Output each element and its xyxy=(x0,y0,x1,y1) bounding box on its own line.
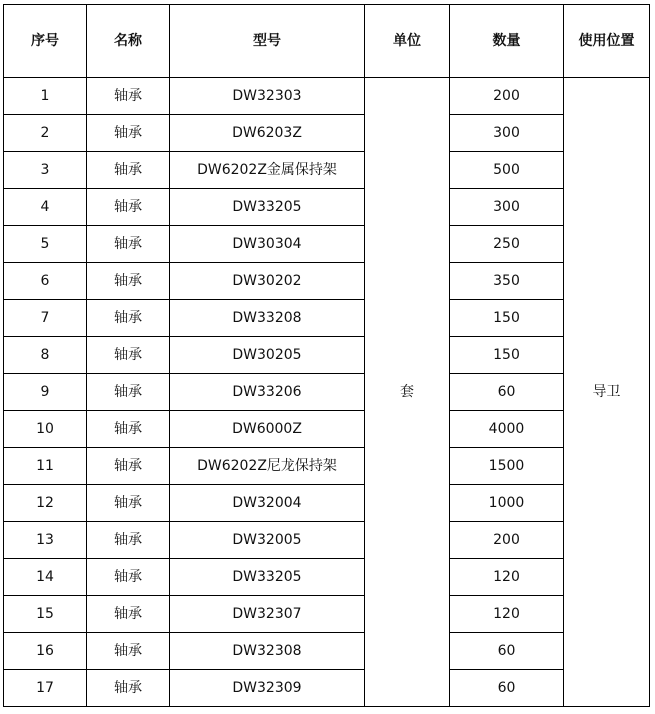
table-row xyxy=(4,411,650,448)
cell-qty: 150 xyxy=(450,337,564,374)
cell-qty: 120 xyxy=(450,559,564,596)
table-row xyxy=(4,633,650,670)
cell-no: 13 xyxy=(4,522,87,559)
cell-qty: 250 xyxy=(450,226,564,263)
cell-qty: 200 xyxy=(450,78,564,115)
cell-model: DW6202Z尼龙保持架 xyxy=(170,448,365,485)
cell-no: 12 xyxy=(4,485,87,522)
table-row xyxy=(4,596,650,633)
cell-no: 6 xyxy=(4,263,87,300)
cell-name: 轴承 xyxy=(87,596,170,633)
cell-model: DW30304 xyxy=(170,226,365,263)
cell-qty: 60 xyxy=(450,374,564,411)
table-row xyxy=(4,670,650,707)
header-model: 型号 xyxy=(170,5,365,78)
cell-no: 1 xyxy=(4,78,87,115)
header-unit: 单位 xyxy=(365,5,450,78)
cell-no: 5 xyxy=(4,226,87,263)
cell-model: DW32309 xyxy=(170,670,365,707)
cell-model: DW33208 xyxy=(170,300,365,337)
cell-no: 9 xyxy=(4,374,87,411)
cell-model: DW30202 xyxy=(170,263,365,300)
table-row xyxy=(4,263,650,300)
cell-qty: 4000 xyxy=(450,411,564,448)
cell-no: 2 xyxy=(4,115,87,152)
cell-model: DW33206 xyxy=(170,374,365,411)
cell-model: DW32004 xyxy=(170,485,365,522)
table-row xyxy=(4,337,650,374)
cell-no: 4 xyxy=(4,189,87,226)
cell-name: 轴承 xyxy=(87,226,170,263)
cell-no: 10 xyxy=(4,411,87,448)
cell-name: 轴承 xyxy=(87,152,170,189)
cell-name: 轴承 xyxy=(87,448,170,485)
cell-model: DW33205 xyxy=(170,559,365,596)
table-row xyxy=(4,448,650,485)
cell-location: 导卫 xyxy=(564,78,650,707)
cell-qty: 1500 xyxy=(450,448,564,485)
cell-name: 轴承 xyxy=(87,633,170,670)
cell-model: DW6000Z xyxy=(170,411,365,448)
cell-name: 轴承 xyxy=(87,78,170,115)
cell-qty: 60 xyxy=(450,633,564,670)
table-row xyxy=(4,152,650,189)
cell-name: 轴承 xyxy=(87,300,170,337)
cell-no: 15 xyxy=(4,596,87,633)
cell-unit: 套 xyxy=(365,78,450,707)
cell-qty: 120 xyxy=(450,596,564,633)
table-row xyxy=(4,374,650,411)
table-row xyxy=(4,226,650,263)
bearing-table xyxy=(3,4,650,707)
cell-model: DW6203Z xyxy=(170,115,365,152)
cell-no: 16 xyxy=(4,633,87,670)
cell-model: DW32307 xyxy=(170,596,365,633)
cell-model: DW30205 xyxy=(170,337,365,374)
cell-no: 3 xyxy=(4,152,87,189)
table-row xyxy=(4,78,650,115)
cell-name: 轴承 xyxy=(87,115,170,152)
table-row xyxy=(4,522,650,559)
cell-name: 轴承 xyxy=(87,559,170,596)
cell-name: 轴承 xyxy=(87,485,170,522)
cell-qty: 500 xyxy=(450,152,564,189)
cell-no: 14 xyxy=(4,559,87,596)
cell-name: 轴承 xyxy=(87,411,170,448)
cell-name: 轴承 xyxy=(87,189,170,226)
cell-qty: 200 xyxy=(450,522,564,559)
cell-no: 11 xyxy=(4,448,87,485)
cell-qty: 350 xyxy=(450,263,564,300)
cell-name: 轴承 xyxy=(87,263,170,300)
header-qty: 数量 xyxy=(450,5,564,78)
cell-name: 轴承 xyxy=(87,337,170,374)
header-no: 序号 xyxy=(4,5,87,78)
cell-qty: 1000 xyxy=(450,485,564,522)
cell-name: 轴承 xyxy=(87,522,170,559)
table-row xyxy=(4,300,650,337)
cell-model: DW6202Z金属保持架 xyxy=(170,152,365,189)
header-name: 名称 xyxy=(87,5,170,78)
cell-no: 17 xyxy=(4,670,87,707)
cell-qty: 150 xyxy=(450,300,564,337)
cell-no: 8 xyxy=(4,337,87,374)
cell-name: 轴承 xyxy=(87,670,170,707)
cell-model: DW32303 xyxy=(170,78,365,115)
cell-no: 7 xyxy=(4,300,87,337)
table-row xyxy=(4,115,650,152)
cell-model: DW33205 xyxy=(170,189,365,226)
cell-name: 轴承 xyxy=(87,374,170,411)
cell-qty: 300 xyxy=(450,115,564,152)
table-row xyxy=(4,189,650,226)
cell-qty: 60 xyxy=(450,670,564,707)
cell-model: DW32308 xyxy=(170,633,365,670)
cell-qty: 300 xyxy=(450,189,564,226)
header-location: 使用位置 xyxy=(564,5,650,78)
header-row xyxy=(4,5,650,78)
table-body xyxy=(4,78,650,707)
table-row xyxy=(4,485,650,522)
cell-model: DW32005 xyxy=(170,522,365,559)
table-row xyxy=(4,559,650,596)
